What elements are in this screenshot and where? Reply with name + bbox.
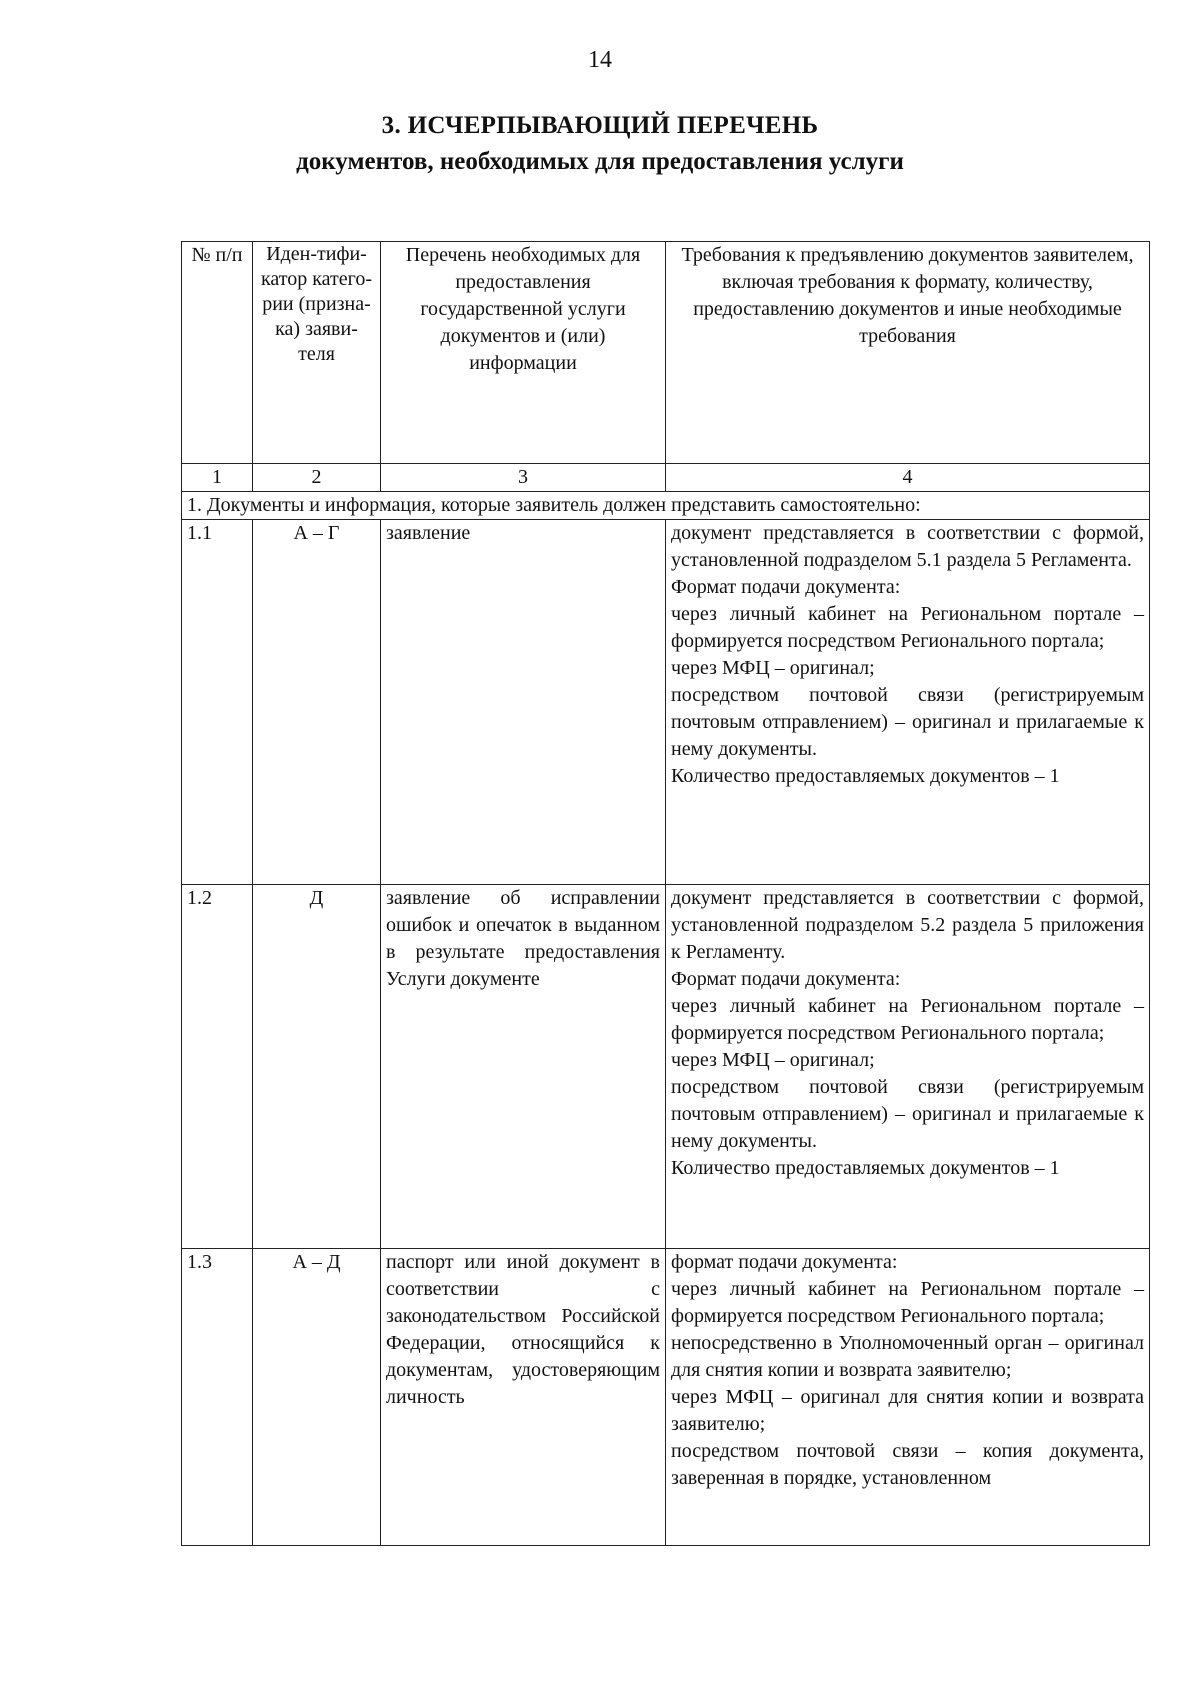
row-category: А – Г: [253, 520, 381, 885]
requirement-line: через личный кабинет на Региональном портале – формируется посредством Регионального портала;: [671, 603, 1144, 652]
requirement-line: посредством почтовой связи (регистрируемым почтовым отправлением) – оригинал и прилагаемые к нему документы.: [671, 1076, 1144, 1152]
column-number: 3: [381, 464, 666, 492]
requirement-line: посредством почтовой связи (регистрируемым почтовым отправлением) – оригинал и прилагаемые к нему документы.: [671, 684, 1144, 760]
column-number: 1: [182, 464, 253, 492]
requirement-line: Формат подачи документа:: [671, 576, 901, 598]
table-row: [182, 520, 1150, 885]
requirement-line: через личный кабинет на Региональном портале – формируется посредством Регионального портала;: [671, 995, 1144, 1044]
header-requirements: Требования к предъявлению документов заявителем, включая требования к формату, количеству, предоставлению документов и иные необходимые требования: [666, 242, 1150, 464]
row-number: 1.2: [182, 885, 253, 1249]
requirement-line: через МФЦ – оригинал для снятия копии и возврата заявителю;: [671, 1386, 1144, 1435]
requirement-line: через МФЦ – оригинал;: [671, 1049, 875, 1071]
requirement-line: формат подачи документа:: [671, 1251, 898, 1273]
header-number: № п/п: [182, 242, 253, 464]
requirement-line: посредством почтовой связи – копия документа, заверенная в порядке, установленном: [671, 1440, 1144, 1489]
page-subtitle: документов, необходимых для предоставления услуги: [296, 148, 904, 175]
requirement-line: непосредственно в Уполномоченный орган – оригинал для снятия копии и возврата заявителю;: [671, 1332, 1144, 1381]
row-category: А – Д: [253, 1249, 381, 1546]
row-number: 1.3: [182, 1249, 253, 1546]
requirement-line: Формат подачи документа:: [671, 968, 901, 990]
row-requirements: [666, 885, 1150, 1249]
page-number: 14: [588, 47, 612, 73]
row-document: заявление об исправлении ошибок и опечаток в выданном в результате предоставления Услуги документе: [381, 885, 666, 1249]
documents-table: [181, 241, 1150, 1546]
requirement-line: документ представляется в соответствии с формой, установленной подразделом 5.2 раздела 5 приложения к Регламенту.: [671, 887, 1144, 963]
requirement-line: через МФЦ – оригинал;: [671, 657, 875, 679]
row-requirements: [666, 1249, 1150, 1546]
column-numbers-row: [182, 464, 1150, 492]
table-header-row: [182, 242, 1150, 464]
requirement-line: Количество предоставляемых документов – 1: [671, 765, 1060, 787]
column-number: 4: [666, 464, 1150, 492]
table-row: [182, 885, 1150, 1249]
requirement-line: документ представляется в соответствии с формой, установленной подразделом 5.1 раздела 5 Регламента.: [671, 522, 1144, 571]
row-category: Д: [253, 885, 381, 1249]
row-requirements: [666, 520, 1150, 885]
requirement-line: Количество предоставляемых документов – 1: [671, 1157, 1060, 1179]
column-number: 2: [253, 464, 381, 492]
section-title: 1. Документы и информация, которые заявитель должен представить самостоятельно:: [182, 492, 1150, 520]
row-number: 1.1: [182, 520, 253, 885]
header-documents-list: Перечень необходимых для предоставления государственной услуги документов и (или) информации: [381, 242, 666, 464]
section-row: [182, 492, 1150, 520]
row-document: паспорт или иной документ в соответствии с законодательством Российской Федерации, относящийся к документам, удостоверяющим личность: [381, 1249, 666, 1546]
table-row: [182, 1249, 1150, 1546]
requirement-line: через личный кабинет на Региональном портале – формируется посредством Регионального портала;: [671, 1278, 1144, 1327]
page-title: 3. ИСЧЕРПЫВАЮЩИЙ ПЕРЕЧЕНЬ: [381, 112, 819, 139]
header-category-identifier: Иден-тифи-катор катего-рии (призна-ка) заяви-теля: [253, 242, 381, 464]
row-document: заявление: [381, 520, 666, 885]
